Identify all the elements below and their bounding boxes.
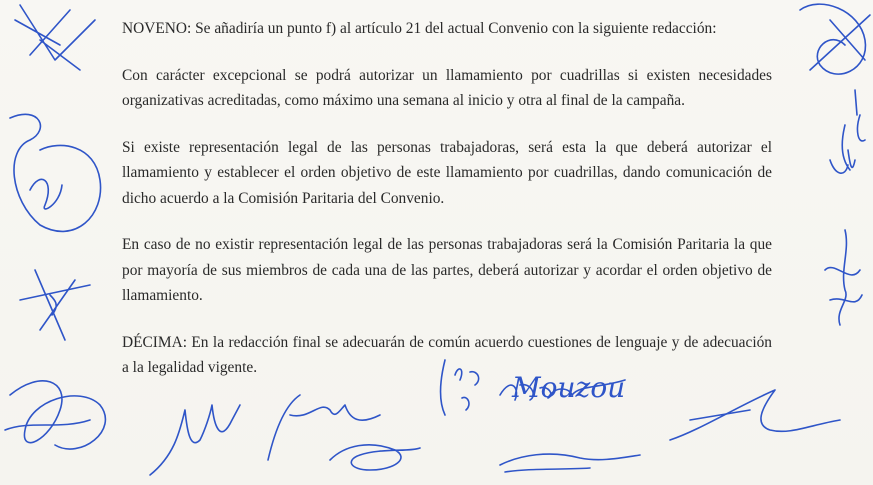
clause-noveno-no-representation: En caso de no existir representación legal de las personas trabajadoras será la Comisión Paritaria la que por mayoría de sus miembros de cada una de las partes, deberá autorizar y acordar el orden objetivo de llamamiento. — [122, 236, 772, 304]
clause-noveno-exception: Con carácter excepcional se podrá autorizar un llamamiento por cuadrillas si existen necesidades organizativas acreditadas, como máximo una semana al inicio y otra al final de la campaña. — [122, 66, 772, 109]
signature-right-vertical — [825, 230, 862, 325]
signature-top-left — [15, 5, 95, 70]
signature-left-star — [20, 270, 90, 340]
clause-noveno-representation: Si existe representación legal de las personas trabajadoras, será esta la que deberá autorizar el llamamiento y establecer el orden objetivo de este llamamiento por cuadrillas, dando comunicación de dicho acuerdo a la Comisión Paritaria del Convenio. — [122, 138, 772, 207]
signature-bottom-2 — [268, 395, 420, 470]
signature-bottom-1 — [150, 405, 240, 475]
signature-mouzou-text: Mouzou — [512, 371, 626, 404]
signature-bottom-4 — [500, 371, 640, 472]
document-body — [122, 16, 772, 381]
clause-decima: DÉCIMA: En la redacción final se adecuarán de común acuerdo cuestiones de lenguaje y de adecuación a la legalidad vigente. — [122, 333, 772, 376]
signature-top-right — [800, 4, 870, 74]
signature-bottom-left — [5, 381, 105, 449]
signature-right-ujc — [830, 90, 865, 173]
signature-bottom-right — [670, 390, 840, 440]
signature-left-circle — [10, 114, 101, 231]
clause-noveno-heading: NOVENO: Se añadiría un punto f) al artículo 21 del actual Convenio con la siguiente redacción: — [122, 20, 717, 37]
